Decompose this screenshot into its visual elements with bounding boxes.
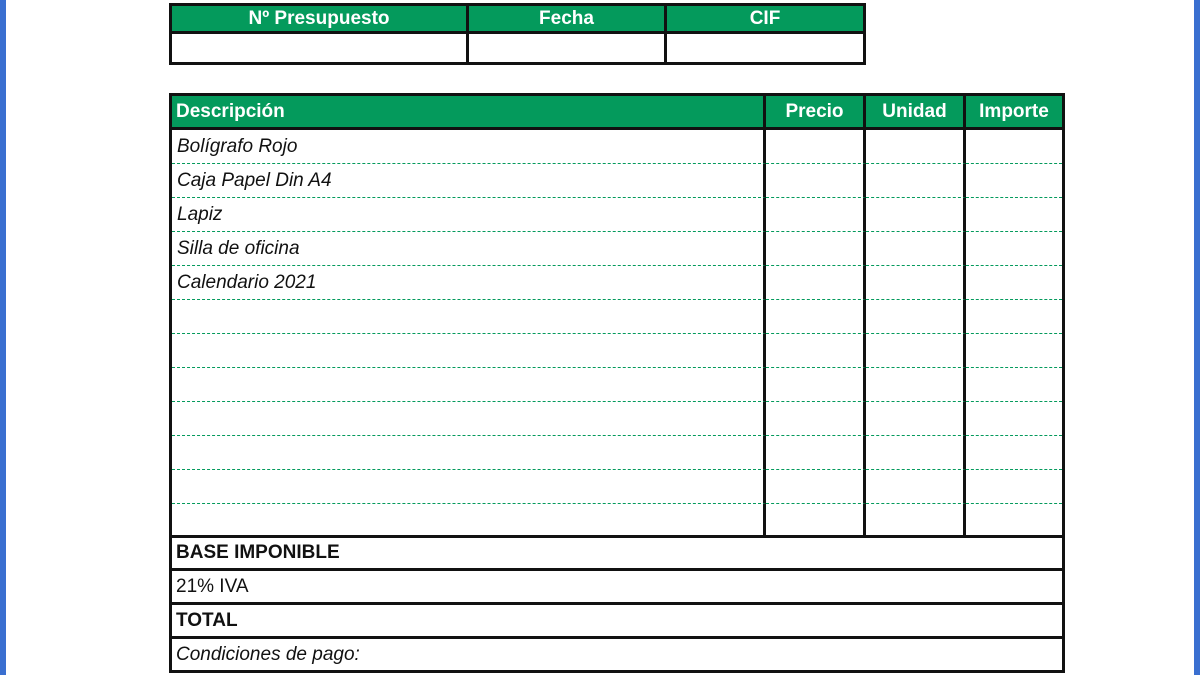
item-amount-cell[interactable]: [966, 436, 1062, 470]
item-unit-cell[interactable]: [866, 436, 966, 470]
item-price-cell[interactable]: [766, 232, 866, 266]
item-description-cell[interactable]: Silla de oficina: [172, 232, 766, 266]
item-unit-cell[interactable]: [866, 470, 966, 504]
item-description-cell[interactable]: [172, 300, 766, 334]
item-unit-cell[interactable]: [866, 130, 966, 164]
cif-cell[interactable]: [667, 34, 863, 62]
left-edge-bar: [0, 0, 6, 675]
item-amount-cell[interactable]: [966, 130, 1062, 164]
item-amount-cell[interactable]: [966, 266, 1062, 300]
item-amount-cell[interactable]: [966, 402, 1062, 436]
item-amount-cell[interactable]: [966, 232, 1062, 266]
item-unit-cell[interactable]: [866, 368, 966, 402]
item-description-cell[interactable]: [172, 436, 766, 470]
budget-number-cell[interactable]: [172, 34, 469, 62]
right-edge-bar: [1194, 0, 1200, 675]
item-amount-cell[interactable]: [966, 300, 1062, 334]
item-price-cell[interactable]: [766, 300, 866, 334]
item-price-cell[interactable]: [766, 470, 866, 504]
item-price-cell[interactable]: [766, 164, 866, 198]
item-description-cell[interactable]: [172, 334, 766, 368]
item-description-cell[interactable]: [172, 504, 766, 538]
item-amount-cell[interactable]: [966, 368, 1062, 402]
base-imponible-row: BASE IMPONIBLE: [169, 535, 1065, 571]
item-price-cell[interactable]: [766, 198, 866, 232]
cif-header: CIF: [667, 6, 863, 34]
item-description-cell[interactable]: [172, 402, 766, 436]
date-cell[interactable]: [469, 34, 667, 62]
item-amount-cell[interactable]: [966, 504, 1062, 538]
item-description-cell[interactable]: Calendario 2021: [172, 266, 766, 300]
item-unit-cell[interactable]: [866, 300, 966, 334]
item-description-cell[interactable]: Bolígrafo Rojo: [172, 130, 766, 164]
item-unit-cell[interactable]: [866, 504, 966, 538]
item-amount-cell[interactable]: [966, 334, 1062, 368]
item-unit-cell[interactable]: [866, 232, 966, 266]
item-description-cell[interactable]: Caja Papel Din A4: [172, 164, 766, 198]
item-unit-cell[interactable]: [866, 402, 966, 436]
item-description-cell[interactable]: Lapiz: [172, 198, 766, 232]
totals-section: [169, 535, 1065, 673]
item-price-cell[interactable]: [766, 334, 866, 368]
item-description-cell[interactable]: [172, 368, 766, 402]
item-unit-cell[interactable]: [866, 164, 966, 198]
item-unit-cell[interactable]: [866, 198, 966, 232]
item-amount-cell[interactable]: [966, 164, 1062, 198]
budget-info-table: [169, 3, 866, 65]
items-table: [169, 93, 1065, 538]
item-price-cell[interactable]: [766, 436, 866, 470]
item-unit-cell[interactable]: [866, 266, 966, 300]
item-unit-cell[interactable]: [866, 334, 966, 368]
date-header: Fecha: [469, 6, 667, 34]
item-price-cell[interactable]: [766, 504, 866, 538]
iva-row: 21% IVA: [169, 571, 1065, 605]
item-amount-cell[interactable]: [966, 470, 1062, 504]
price-header: Precio: [766, 96, 866, 130]
item-price-cell[interactable]: [766, 402, 866, 436]
amount-header: Importe: [966, 96, 1062, 130]
item-price-cell[interactable]: [766, 266, 866, 300]
total-row: TOTAL: [169, 605, 1065, 639]
item-description-cell[interactable]: [172, 470, 766, 504]
payment-conditions-row: Condiciones de pago:: [169, 639, 1065, 673]
item-price-cell[interactable]: [766, 130, 866, 164]
item-amount-cell[interactable]: [966, 198, 1062, 232]
budget-number-header: Nº Presupuesto: [172, 6, 469, 34]
unit-header: Unidad: [866, 96, 966, 130]
item-price-cell[interactable]: [766, 368, 866, 402]
description-header: Descripción: [172, 96, 766, 130]
